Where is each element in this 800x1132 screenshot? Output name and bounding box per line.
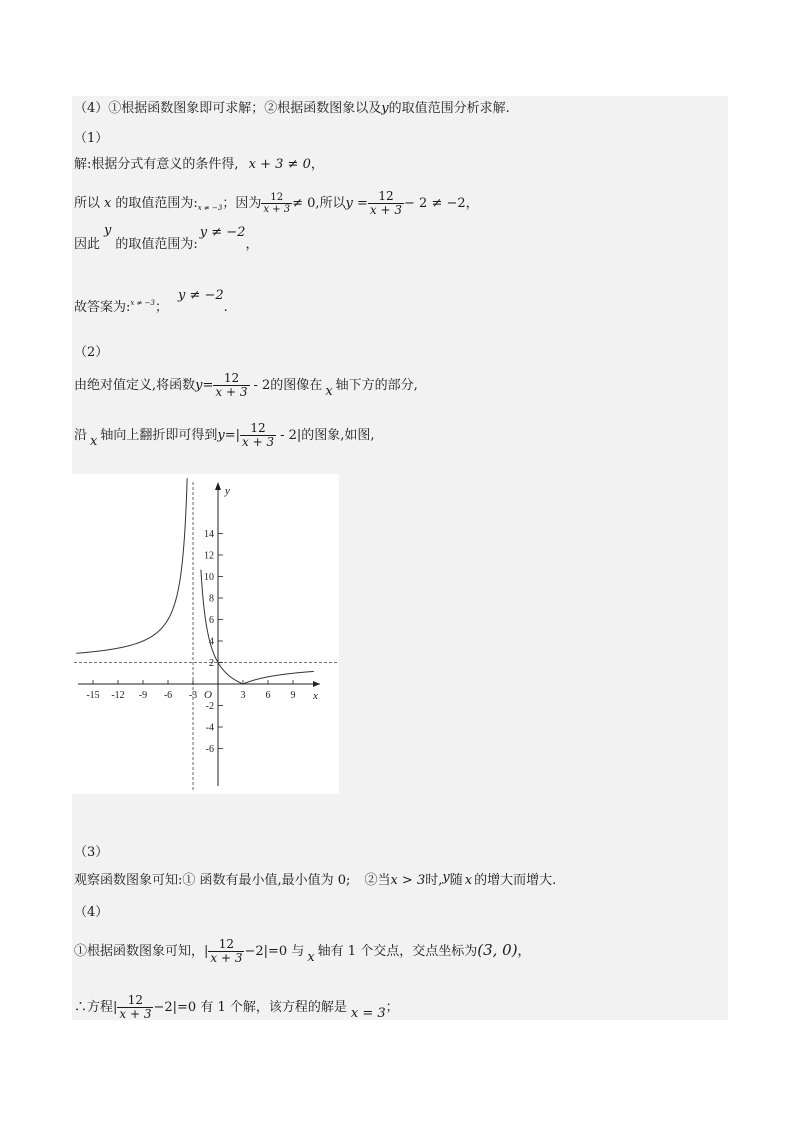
thus-b: 的取值范围为: (115, 237, 198, 252)
answer-y: y ≠ −2 (178, 288, 224, 303)
frac-den: x + 3 (369, 203, 403, 218)
range-d: ,所以 (315, 196, 346, 212)
frac-den: x + 3 (242, 435, 275, 450)
y-tick-label: 12 (204, 550, 214, 562)
part1-label: （1） (74, 131, 109, 146)
observe-b: ②当 (364, 873, 391, 888)
frac-num: 12 (240, 422, 276, 436)
x-tick-label: -12 (111, 690, 125, 701)
abs-c: 轴下方的部分, (335, 378, 418, 394)
abs-minus2: - 2 (253, 378, 271, 394)
hint-y: y (381, 101, 389, 116)
fraction-12-small (261, 192, 292, 215)
range-c: ；因为 (222, 196, 262, 212)
observe-line (74, 870, 557, 888)
abs-b: 的图像在 (270, 378, 323, 394)
answer-a: 故答案为: (74, 300, 131, 315)
q1-c: ， (517, 944, 531, 960)
frac-den: x + 3 (263, 204, 291, 216)
q1-a: ①根据函数图象可知，| (74, 944, 209, 960)
y-axis-arrow (215, 482, 221, 490)
q1-b: 轴有 1 个交点，交点坐标为 (317, 944, 478, 960)
answer-tiny: x ≠ −3 (130, 299, 155, 307)
x-tick-label: 3 (240, 690, 246, 701)
part4-label: （4） (74, 905, 109, 920)
ne-zero: ≠ 0 (292, 196, 316, 212)
q2-a: ∴方程| (74, 1000, 118, 1016)
observe-d: 随 (449, 873, 463, 888)
condition-expr: x + 3 ≠ 0 (248, 157, 311, 172)
x-tick-label: 6 (265, 690, 271, 701)
fraction-q2 (117, 994, 153, 1021)
q1-line (74, 938, 531, 965)
period: . (223, 300, 228, 315)
abs-y: y (195, 378, 203, 394)
answer-sep: ； (154, 300, 168, 315)
y-tick-label: 4 (209, 636, 214, 648)
hint-text: （4）①根据函数图象即可求解；②根据函数图象以及 (74, 101, 382, 116)
y-tick-label: -4 (205, 722, 214, 734)
frac-den: x + 3 (119, 1007, 152, 1022)
graph-svg (72, 474, 339, 794)
frac-num: 12 (208, 938, 244, 952)
observe-e: 的增大而增大. (474, 873, 557, 888)
y-tick-label: 8 (209, 593, 214, 605)
abs-line (74, 372, 418, 399)
y-tick-label: 6 (209, 615, 214, 626)
hint-line (74, 102, 510, 115)
frac-num: 12 (261, 192, 292, 204)
x-tick-label: -15 (86, 690, 100, 701)
flip-minus2: - 2| (280, 428, 302, 444)
x-tick-label: -3 (188, 690, 198, 701)
flip-c: 的图象,如图, (301, 428, 375, 444)
frac-den: x + 3 (210, 951, 243, 966)
solution-prefix: 解:根据分式有意义的条件得, (74, 157, 239, 172)
fraction-flip (240, 422, 276, 449)
y-tick-label: 2 (209, 658, 214, 669)
x-tick-label: -9 (138, 690, 148, 701)
q2-solution: x = 3 (350, 1006, 386, 1022)
range-x: x (104, 196, 112, 212)
part3-label: （3） (74, 845, 109, 860)
q2-minus2: −2|=0 有 1 个解，该方程的解是 (153, 1000, 347, 1016)
range-b: 的取值范围为: (115, 196, 198, 212)
hint-text-end: 的取值范围分析求解. (388, 101, 510, 116)
x-axis-label: x (313, 690, 318, 702)
flip-y: y (217, 428, 225, 444)
comma-2: ， (245, 237, 259, 252)
y-axis-label: y (225, 485, 230, 497)
q1-x: x (307, 950, 315, 966)
answer-line (74, 288, 228, 315)
flip-a: 沿 (74, 428, 88, 444)
flip-line (74, 422, 375, 449)
range-a: 所以 (74, 196, 101, 212)
origin-label: O (204, 689, 212, 701)
condition-end: ， (310, 157, 324, 172)
thus-y: y (104, 223, 112, 238)
function-graph (72, 474, 339, 794)
minus2-ne: − 2 ≠ −2 (404, 196, 466, 212)
x-tick-label: 9 (290, 690, 296, 701)
thus-a: 因此 (74, 237, 101, 252)
left-branch-curve (76, 478, 187, 653)
range-x-line (74, 190, 479, 217)
y-tick-label: 10 (204, 572, 214, 583)
flip-b: 轴向上翻折即可得到 (100, 428, 218, 444)
observe-x: x (464, 873, 473, 888)
abs-eq: = (202, 378, 214, 394)
fraction-12 (368, 190, 404, 217)
thus-line (74, 223, 259, 252)
observe-cond: x > 3 (390, 873, 426, 888)
y-tick-label: -2 (205, 701, 214, 712)
q2-line (74, 994, 399, 1021)
part2-label: （2） (74, 345, 109, 360)
frac-num: 12 (117, 994, 153, 1008)
frac-num: 12 (368, 190, 404, 204)
fraction-q1 (208, 938, 244, 965)
solution-line (74, 158, 324, 171)
q2-end: ； (385, 1000, 399, 1016)
fraction-abs (213, 372, 249, 399)
x-tick-label: -6 (163, 690, 173, 701)
abs-x: x (325, 384, 333, 400)
comma: ， (465, 196, 479, 212)
observe-y: y (442, 870, 450, 885)
frac-num: 12 (213, 372, 249, 386)
y-eq: y = (345, 196, 368, 212)
observe-c: 时, (425, 873, 443, 888)
y-tick-label: 14 (204, 529, 214, 540)
y-ne: y ≠ −2 (199, 225, 246, 240)
q1-point: (3, 0) (477, 941, 518, 960)
flip-eq: =| (224, 428, 241, 444)
q1-minus2: −2|=0 与 (244, 944, 305, 960)
frac-den: x + 3 (215, 385, 248, 400)
y-tick-label: -6 (205, 744, 214, 755)
observe-a: 观察函数图象可知:① 函数有最小值,最小值为 0; (74, 873, 351, 888)
x-axis-arrow (313, 681, 320, 687)
range-tiny: x ≠ −3 (197, 204, 223, 213)
abs-a: 由绝对值定义,将函数 (74, 378, 196, 394)
flip-x: x (90, 434, 98, 450)
